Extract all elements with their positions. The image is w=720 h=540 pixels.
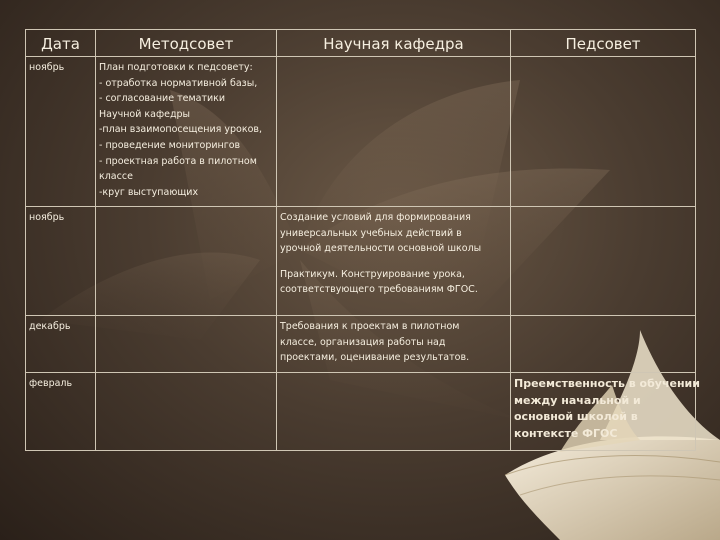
kafedra-line: проектами, оценивание результатов. [280, 352, 470, 364]
kafedra-line: урочной деятельности основной школы [280, 243, 482, 255]
row2-metodsovet [96, 207, 277, 316]
schedule-table [25, 29, 700, 451]
metod-line: - проведение мониторингов [99, 139, 241, 151]
header-date: Дата [26, 30, 96, 57]
kafedra-line: универсальных учебных действий в [280, 227, 462, 239]
header-pedsovet: Педсовет [511, 30, 696, 57]
pedsovet-line: между начальной и [514, 393, 641, 407]
kafedra-line: соответствующего требованиям ФГОС. [280, 284, 478, 296]
pedsovet-line: Преемственность в обучении [514, 377, 700, 390]
row3-metodsovet [96, 316, 277, 373]
schedule-table-wrapper [25, 29, 700, 450]
kafedra-line: Практикум. Конструирование урока, [280, 268, 465, 280]
metod-line: классе [99, 171, 133, 183]
metod-line: - согласование тематики [99, 93, 226, 105]
row1-date: ноябрь [26, 57, 96, 207]
table-row [26, 316, 696, 373]
spacer [280, 257, 508, 267]
header-metodsovet: Методсовет [96, 30, 277, 57]
table-row [26, 207, 696, 316]
table-row [26, 373, 696, 451]
header-row [26, 30, 696, 57]
row1-kafedra [277, 57, 511, 207]
metod-line: - отработка нормативной базы, [99, 77, 258, 89]
row3-pedsovet [511, 316, 696, 373]
metod-line: Научной кафедры [99, 108, 191, 120]
kafedra-line: Требования к проектам в пилотном [280, 321, 460, 332]
kafedra-line: классе, организация работы над [280, 336, 446, 348]
table-row [26, 57, 696, 207]
row4-metodsovet [96, 373, 277, 451]
metod-line: -план взаимопосещения уроков, [99, 124, 263, 136]
row4-pedsovet [511, 373, 700, 451]
row3-date: декабрь [26, 316, 96, 373]
metod-line: План подготовки к педсовету: [99, 62, 253, 73]
row1-pedsovet [511, 57, 696, 207]
header-kafedra: Научная кафедра [277, 30, 511, 57]
row2-date: ноябрь [26, 207, 96, 316]
pedsovet-line: основной школой в [514, 410, 638, 423]
row2-kafedra [277, 207, 511, 316]
row3-kafedra [277, 316, 511, 373]
kafedra-line: Создание условий для формирования [280, 212, 471, 223]
row4-date: февраль [26, 373, 96, 451]
metod-line: - проектная работа в пилотном [99, 155, 257, 167]
row2-pedsovet [511, 207, 696, 316]
row1-metodsovet [96, 57, 277, 207]
pedsovet-line: контексте ФГОС [514, 426, 618, 440]
metod-line: -круг выступающих [99, 186, 199, 198]
row4-kafedra [277, 373, 511, 451]
